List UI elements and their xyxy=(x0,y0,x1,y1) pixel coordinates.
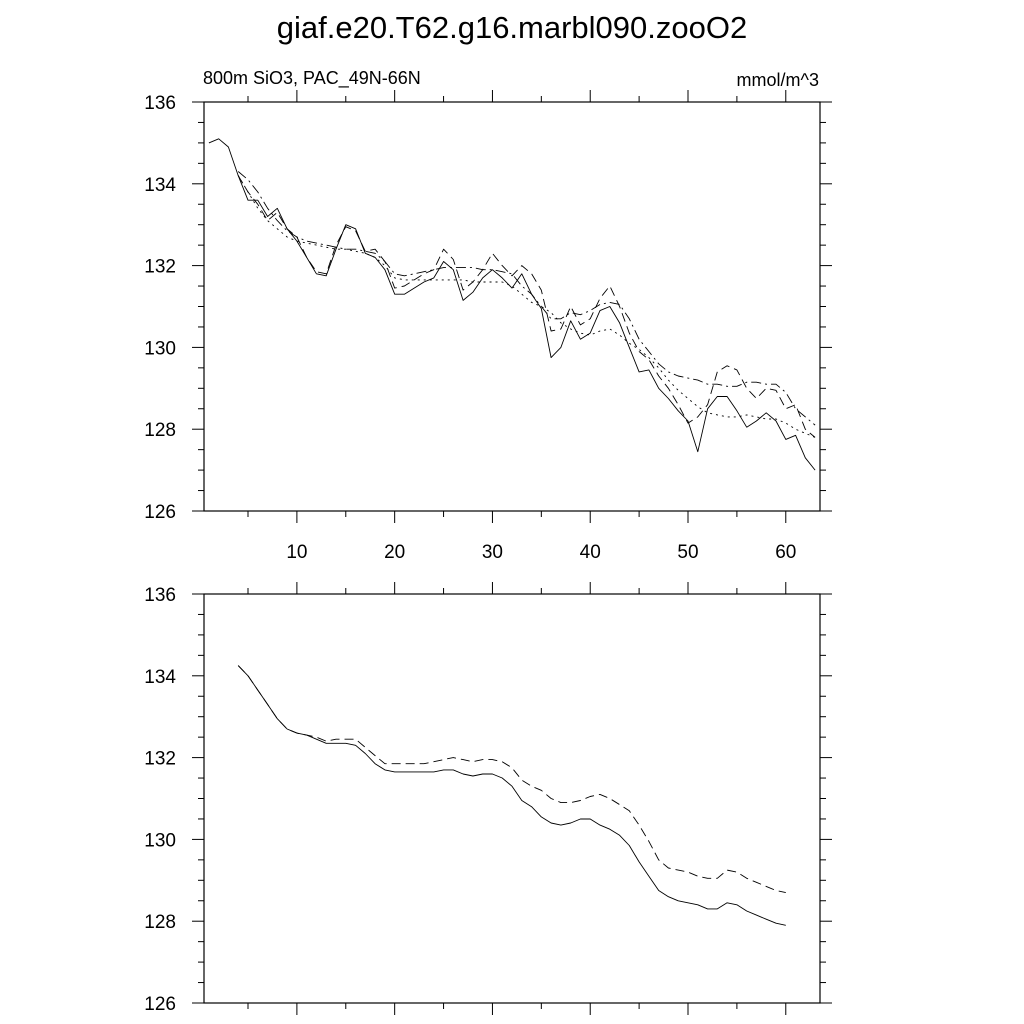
top-y-tick-label: 132 xyxy=(144,256,176,278)
bottom-y-tick-label: 128 xyxy=(144,912,176,934)
chart-subtitle-left: 800m SiO3, PAC_49N-66N xyxy=(203,68,421,88)
bottom-panel xyxy=(144,582,832,1015)
top-x-tick-label: 30 xyxy=(481,542,504,563)
bottom-y-tick-label: 126 xyxy=(144,994,176,1015)
top-x-tick-label: 20 xyxy=(384,542,406,563)
top-y-tick-label: 136 xyxy=(144,93,176,114)
top-x-tick-label: 50 xyxy=(677,542,699,563)
top-y-tick-label: 126 xyxy=(144,502,176,523)
top-x-tick-label: 10 xyxy=(286,542,308,563)
top-y-tick-label: 128 xyxy=(144,420,176,442)
top-plot-frame xyxy=(204,102,820,511)
top-panel xyxy=(144,90,832,563)
bottom-y-tick-label: 130 xyxy=(144,830,176,852)
top-y-tick-label: 130 xyxy=(144,338,176,360)
bottom-plot-frame xyxy=(204,594,820,1003)
top-series-solid-line xyxy=(209,139,815,470)
chart-units-label: mmol/m^3 xyxy=(736,70,819,90)
top-x-tick-label: 40 xyxy=(579,542,601,563)
top-y-tick-label: 134 xyxy=(144,174,176,196)
bottom-y-tick-label: 136 xyxy=(144,585,176,606)
bottom-y-tick-label: 132 xyxy=(144,748,176,770)
top-x-tick-label: 60 xyxy=(775,542,797,563)
bottom-series-dashed-line xyxy=(238,666,786,893)
bottom-y-tick-label: 134 xyxy=(144,666,176,688)
bottom-series-solid-line xyxy=(238,666,786,926)
chart-title: giaf.e20.T62.g16.marbl090.zooO2 xyxy=(276,10,748,45)
